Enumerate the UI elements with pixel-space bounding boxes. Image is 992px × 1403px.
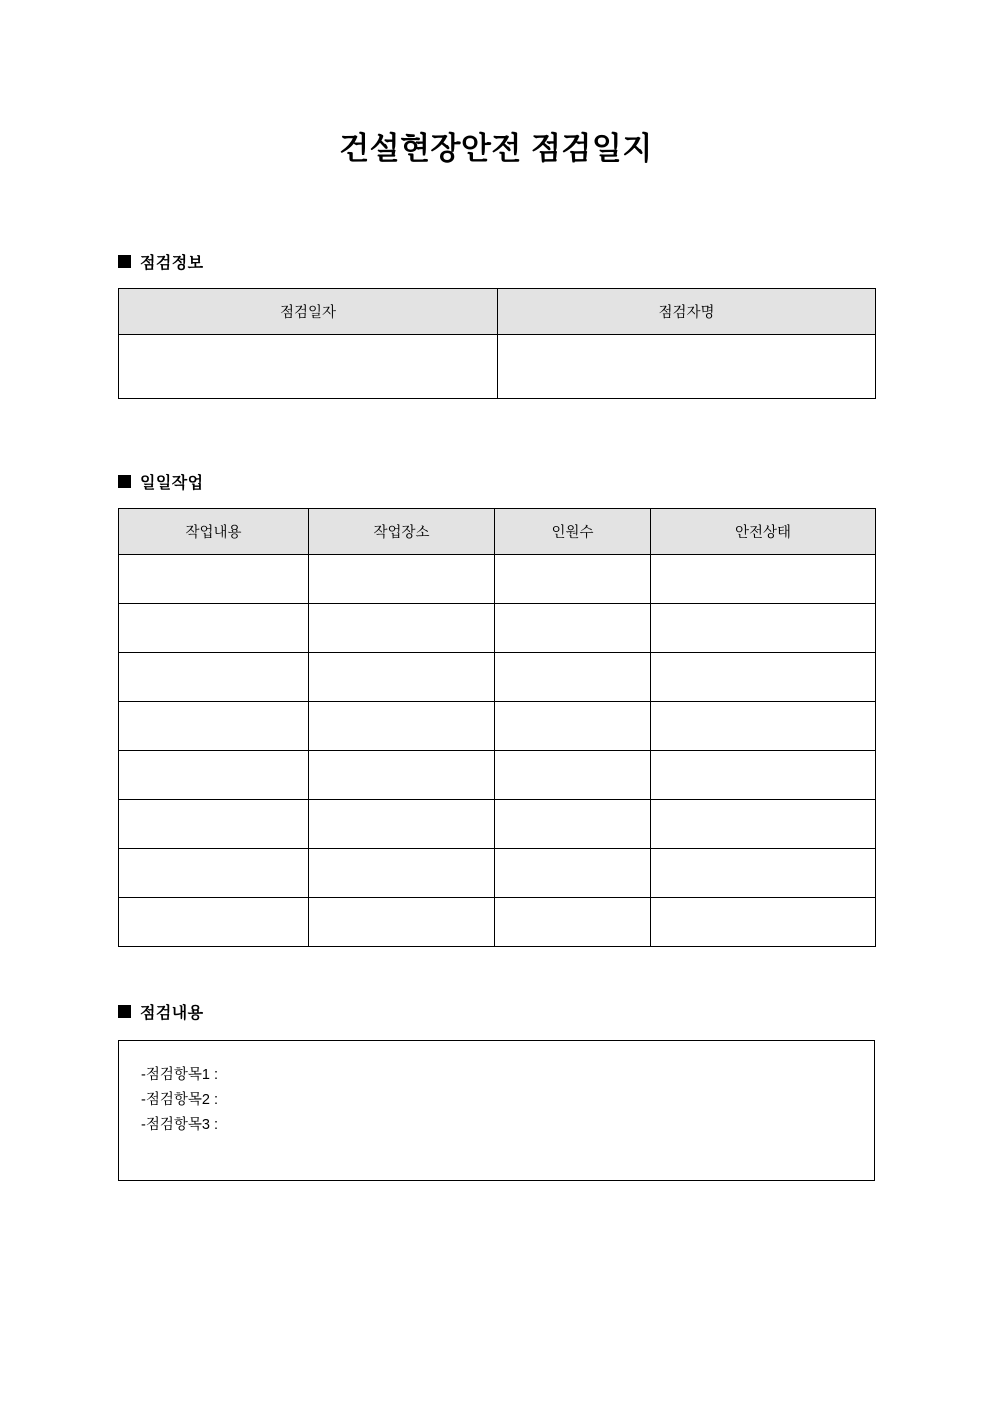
table-row (119, 604, 876, 653)
inspection-content-box[interactable] (118, 1040, 875, 1181)
section-heading-daily-work (118, 470, 203, 493)
cell-work-content[interactable] (119, 604, 309, 653)
cell-headcount[interactable] (495, 653, 651, 702)
cell-work-location[interactable] (309, 751, 495, 800)
cell-safety-status[interactable] (651, 849, 876, 898)
cell-work-content[interactable] (119, 849, 309, 898)
cell-work-content[interactable] (119, 653, 309, 702)
cell-work-content[interactable] (119, 555, 309, 604)
table-row (119, 335, 876, 399)
cell-safety-status[interactable] (651, 800, 876, 849)
section-heading-label: 일일작업 (140, 475, 204, 492)
cell-work-content[interactable] (119, 751, 309, 800)
bullet-square-icon (118, 1005, 131, 1018)
inspection-info-table (118, 288, 876, 399)
cell-work-location[interactable] (309, 604, 495, 653)
table-row (119, 800, 876, 849)
cell-work-location[interactable] (309, 800, 495, 849)
cell-work-content[interactable] (119, 800, 309, 849)
table-header-row (119, 509, 876, 555)
cell-safety-status[interactable] (651, 555, 876, 604)
column-header-inspection-date: 점검일자 (119, 289, 498, 335)
bullet-square-icon (118, 255, 131, 268)
cell-safety-status[interactable] (651, 702, 876, 751)
table-row (119, 702, 876, 751)
table-row (119, 555, 876, 604)
inspection-item-2: -점검항목2 : (141, 1092, 218, 1108)
section-heading-label: 점검정보 (140, 255, 204, 272)
cell-work-location[interactable] (309, 702, 495, 751)
cell-work-location[interactable] (309, 555, 495, 604)
section-heading-inspection-content (118, 1000, 203, 1023)
cell-inspector-name[interactable] (498, 335, 876, 399)
bullet-square-icon (118, 475, 131, 488)
cell-headcount[interactable] (495, 898, 651, 947)
cell-inspection-date[interactable] (119, 335, 498, 399)
cell-work-content[interactable] (119, 898, 309, 947)
table-header-row (119, 289, 876, 335)
cell-work-location[interactable] (309, 849, 495, 898)
column-header-headcount: 인원수 (495, 509, 651, 555)
cell-headcount[interactable] (495, 604, 651, 653)
column-header-safety-status: 안전상태 (651, 509, 876, 555)
inspection-item-1: -점검항목1 : (141, 1067, 218, 1083)
cell-safety-status[interactable] (651, 751, 876, 800)
cell-headcount[interactable] (495, 849, 651, 898)
cell-safety-status[interactable] (651, 604, 876, 653)
section-heading-label: 점검내용 (140, 1005, 204, 1022)
daily-work-table (118, 508, 876, 947)
inspection-item-3: -점검항목3 : (141, 1117, 218, 1133)
table-row (119, 849, 876, 898)
column-header-inspector-name: 점검자명 (498, 289, 876, 335)
section-heading-inspection-info (118, 250, 203, 273)
table-row (119, 751, 876, 800)
cell-headcount[interactable] (495, 702, 651, 751)
page-title: 건설현장안전 점검일지 (339, 131, 653, 166)
cell-safety-status[interactable] (651, 653, 876, 702)
cell-headcount[interactable] (495, 555, 651, 604)
table-row (119, 653, 876, 702)
cell-work-location[interactable] (309, 898, 495, 947)
cell-headcount[interactable] (495, 751, 651, 800)
cell-work-content[interactable] (119, 702, 309, 751)
cell-safety-status[interactable] (651, 898, 876, 947)
daily-work-table-body (119, 555, 876, 947)
column-header-work-location: 작업장소 (309, 509, 495, 555)
column-header-work-content: 작업내용 (119, 509, 309, 555)
table-row (119, 898, 876, 947)
cell-headcount[interactable] (495, 800, 651, 849)
cell-work-location[interactable] (309, 653, 495, 702)
